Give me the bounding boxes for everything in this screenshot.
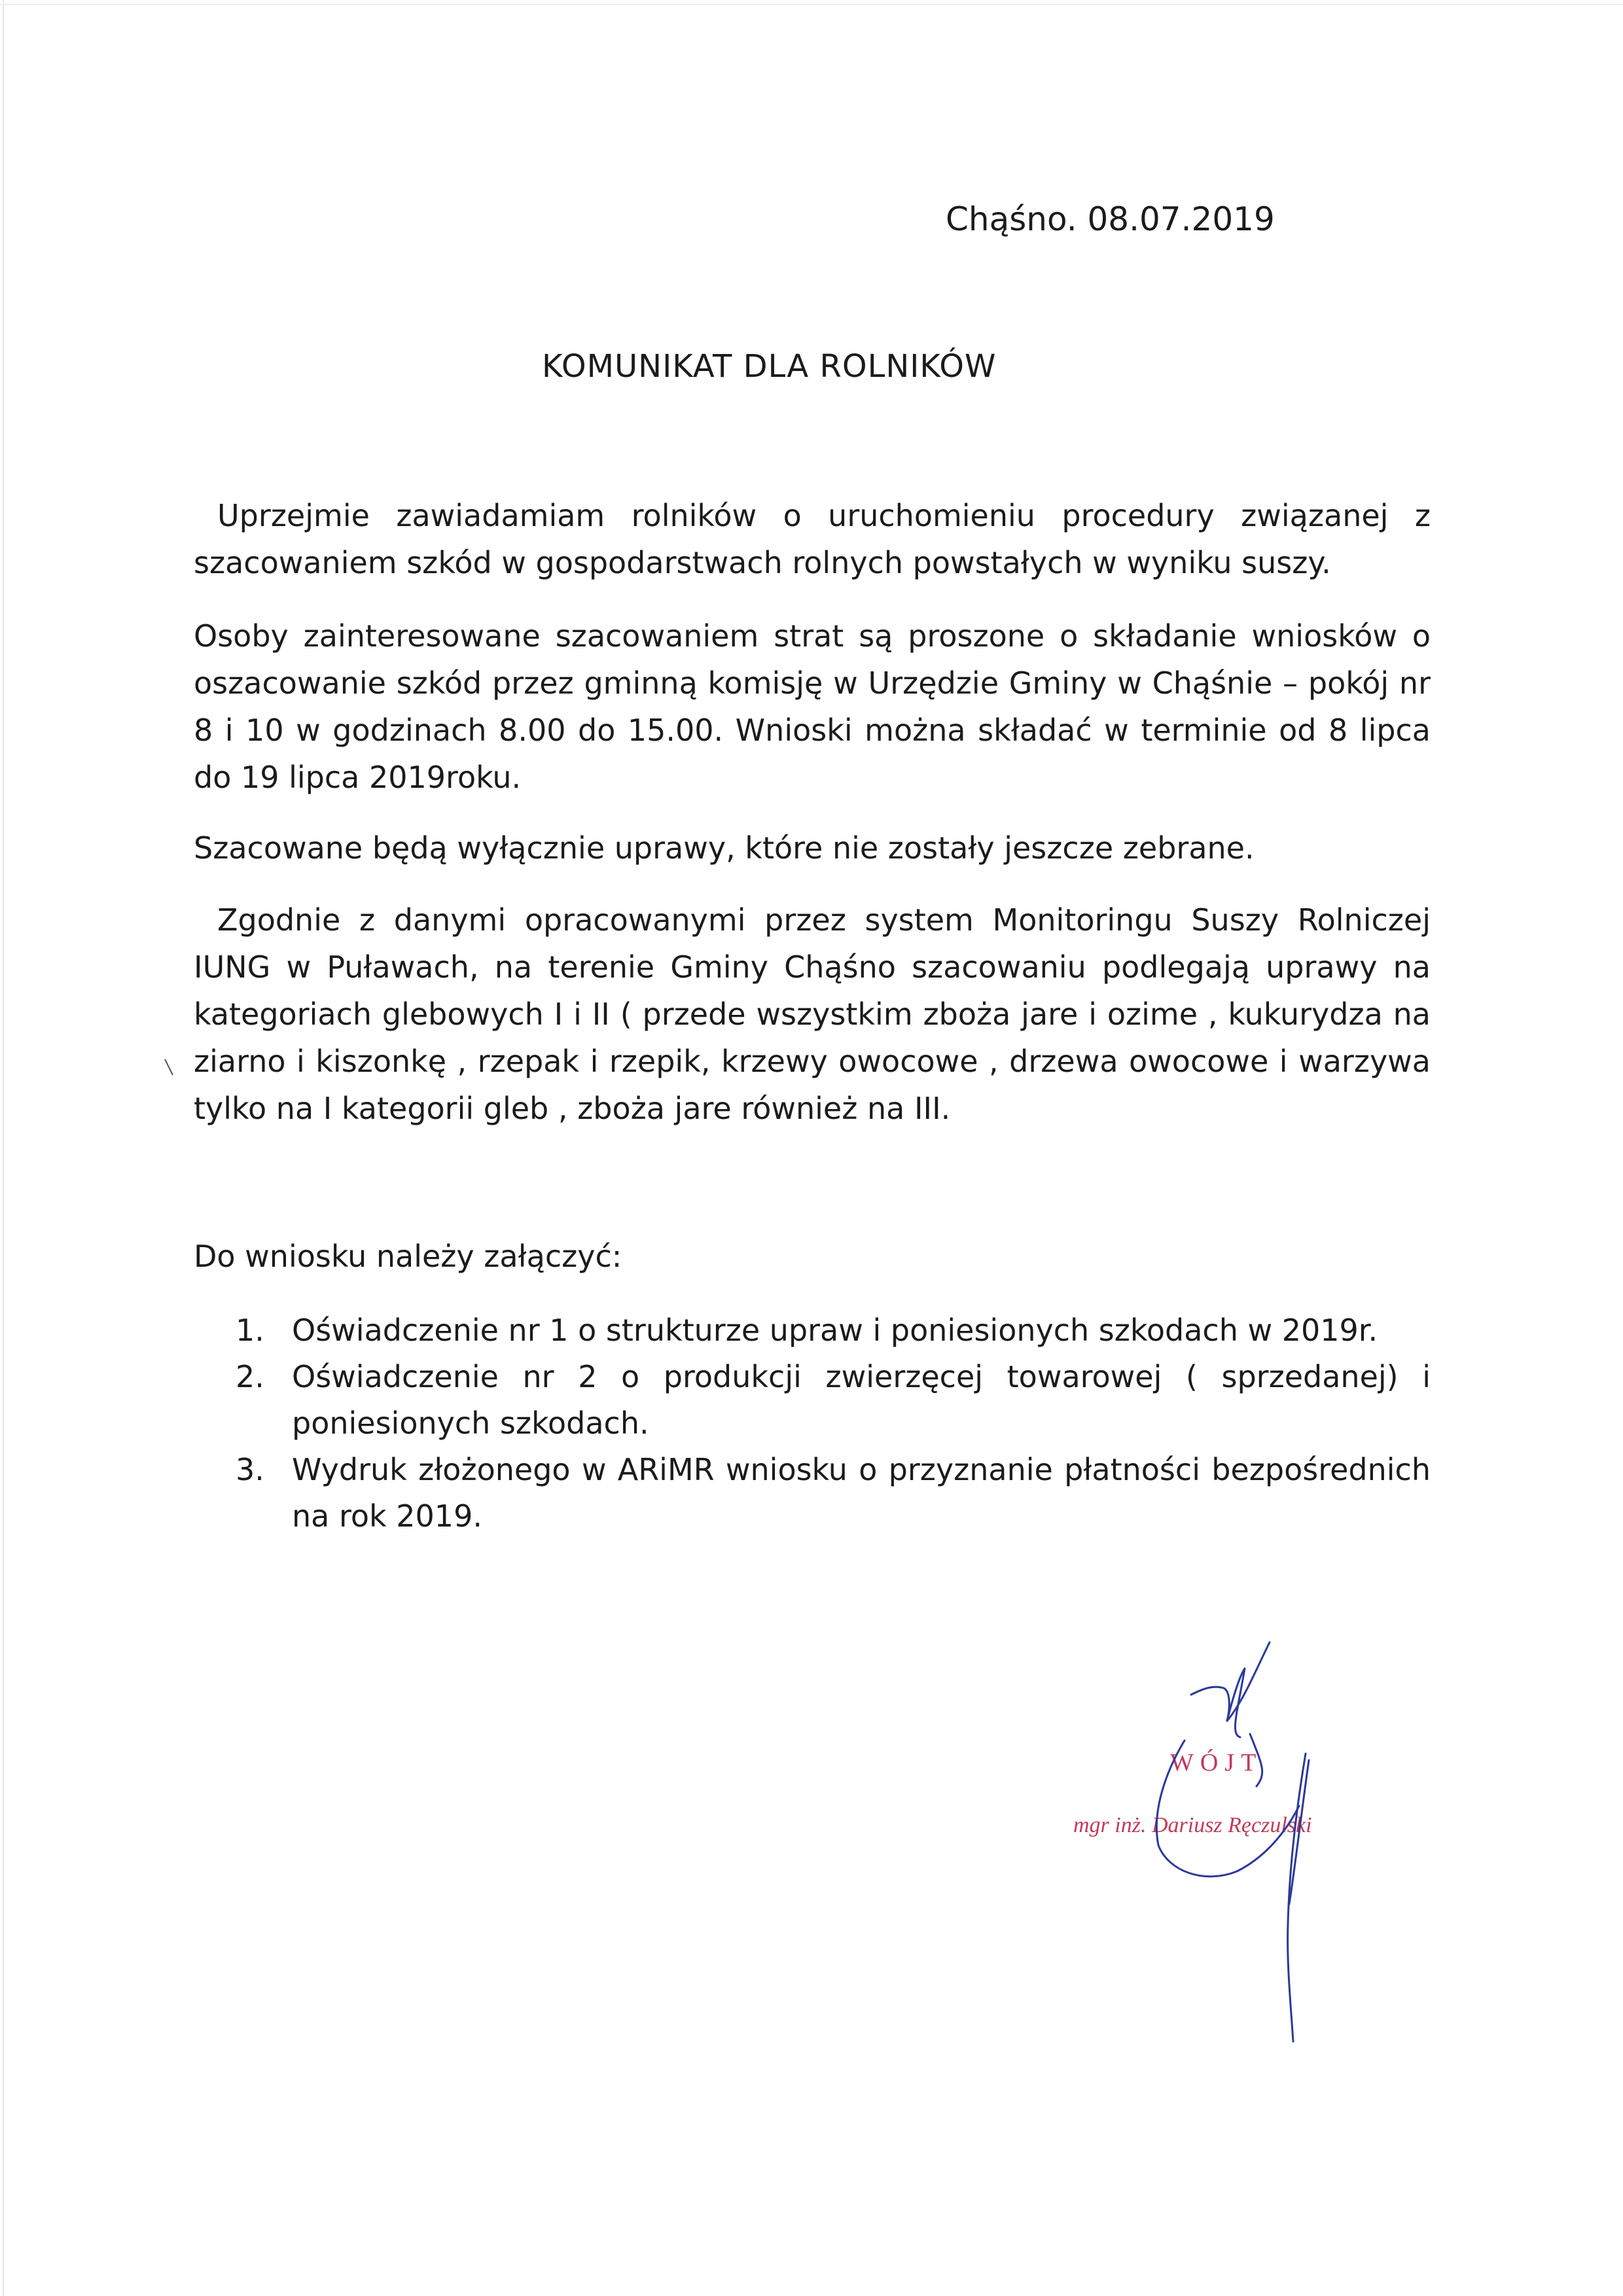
list-item-text: Oświadczenie nr 1 o strukturze upraw i poniesionych szkodach w 2019r. — [292, 1313, 1378, 1348]
document-heading: KOMUNIKAT DLA ROLNIKÓW — [542, 348, 997, 385]
list-item-number: 2. — [236, 1359, 264, 1394]
list-item-number: 3. — [236, 1452, 264, 1487]
stamp-name: mgr inż. Dariusz Ręczulski — [1073, 1813, 1312, 1837]
list-item-text: Wydruk złożonego w ARiMR wniosku o przyznanie płatności bezpośrednich na rok 2019. — [292, 1452, 1431, 1534]
paragraph-notice: Uprzejmie zawiadamiam rolników o uruchomieniu procedury związanej z szacowaniem szkód w gospodarstwach rolnych powstałych w wyniku suszy. — [194, 498, 1431, 580]
list-item — [236, 1447, 1431, 1540]
handwritten-signature — [1073, 1597, 1414, 2068]
list-item — [236, 1354, 1431, 1447]
list-item-number: 1. — [236, 1313, 264, 1348]
paragraph-application-info: Osoby zainteresowane szacowaniem strat są proszone o składanie wniosków o oszacowanie szkód przez gminną komisję w Urzędzie Gminy w Chąśnie – pokój nr 8 i 10 w godzinach 8.00 do 15.00. Wnioski można składać w terminie od 8 lipca do 19 lipca 2019roku. — [194, 618, 1431, 795]
document-date: Chąśno. 08.07.2019 — [946, 200, 1275, 238]
list-item-text: Oświadczenie nr 2 o produkcji zwierzęcej towarowej ( sprzedanej) i poniesionych szkodach. — [292, 1359, 1431, 1441]
attachments-label: Do wniosku należy załączyć: — [194, 1239, 622, 1274]
paragraph-monitoring-details: Zgodnie z danymi opracowanymi przez system Monitoringu Suszy Rolniczej IUNG w Puławach, na terenie Gminy Chąśno szacowaniu podlegają uprawy na kategoriach glebowych I i II ( przede wszystkim zboża jare i ozime , kukurydza na ziarno i kiszonkę , rzepak i rzepik, krzewy owocowe , drzewa owocowe i warzywa tylko na I kategorii gleb , zboża jare również na III. — [194, 902, 1431, 1126]
scan-edge-left — [3, 0, 4, 2296]
scan-edge-top — [0, 4, 1623, 5]
list-item — [236, 1307, 1431, 1354]
paragraph-crops-scope: Szacowane będą wyłącznie uprawy, które nie zostały jeszcze zebrane. — [194, 830, 1255, 866]
attachments-list — [236, 1307, 1431, 1540]
stray-pen-mark — [164, 1058, 175, 1078]
stamp-title: WÓJT — [1170, 1749, 1263, 1776]
